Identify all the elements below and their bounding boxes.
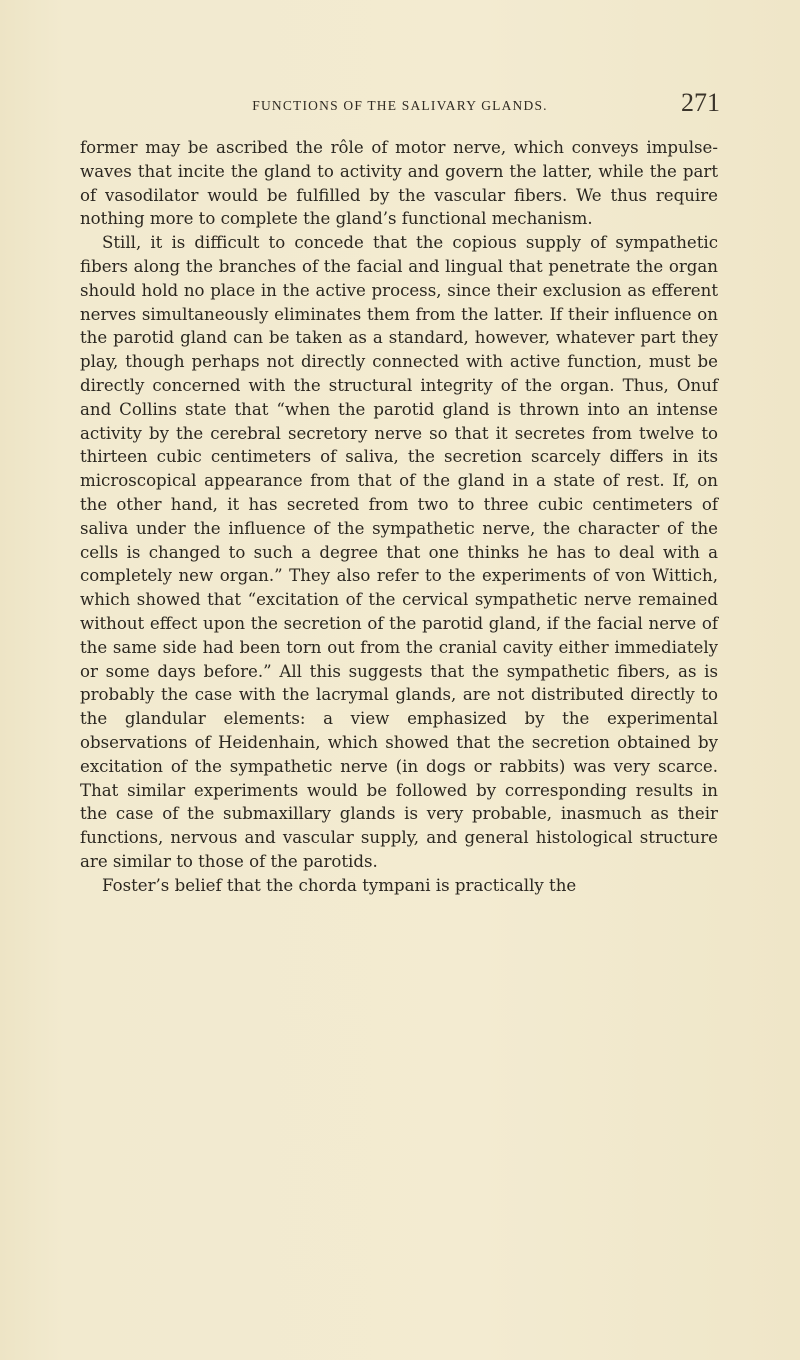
running-head: FUNCTIONS OF THE SALIVARY GLANDS. — [252, 98, 548, 113]
page-header — [80, 88, 720, 124]
page-number: 271 — [681, 88, 720, 117]
body-text — [80, 136, 718, 898]
paragraph-3: Foster’s belief that the chorda tympani is practically the — [102, 875, 577, 895]
paragraph-2: Still, it is difficult to concede that the copious supply of sympathetic fibers along the branches of the facial and lingual that penetrate the organ should hold no place in the active process, since their exclusion as efferent nerves simultaneously eliminates them from the latter. If their influence on the parotid gland can be taken as a standard, however, whatever part they play, though perhaps not directly connected with active function, must be directly concerned with the structural integrity of the organ. Thus, Onuf and Collins state that “when the parotid gland is thrown into an intense activity by the cerebral secretory nerve so that it secretes from twelve to thirteen cubic centimeters of saliva, the secretion scarcely differs in its microscopical appearance from that of the gland in a state of rest. If, on the other hand, it has secreted from two to three cubic centimeters of saliva under the influence of the sympathetic nerve, the character of the cells is changed to such a degree that one thinks he has to deal with a completely new organ.” They also refer to the experiments of von Wittich, which showed that “excitation of the cervical sympathetic nerve remained without effect upon the secretion of the parotid gland, if the facial nerve of the same side had been torn out from the cranial cavity either immediately or some days before.” All this suggests that the sympathetic fibers, as is probably the case with the lacrymal glands, are not distributed directly to the glandular elements: a view emphasized by the experimental observations of Heidenhain, which showed that the secretion obtained by excitation of the sympathetic nerve (in dogs or rabbits) was very scarce. That similar experiments would be followed by corresponding results in the case of the submaxillary glands is very probable, inasmuch as their functions, nervous and vascular supply, and general histological structure are similar to those of the parotids. — [80, 233, 718, 871]
paragraph-1: former may be ascribed the rôle of motor nerve, which conveys impulse-waves that incite the gland to activity and govern the latter, while the part of vasodilator would be fulfilled by the vascular fibers. We thus require nothing more to complete the gland’s functional mechanism. — [80, 138, 718, 229]
